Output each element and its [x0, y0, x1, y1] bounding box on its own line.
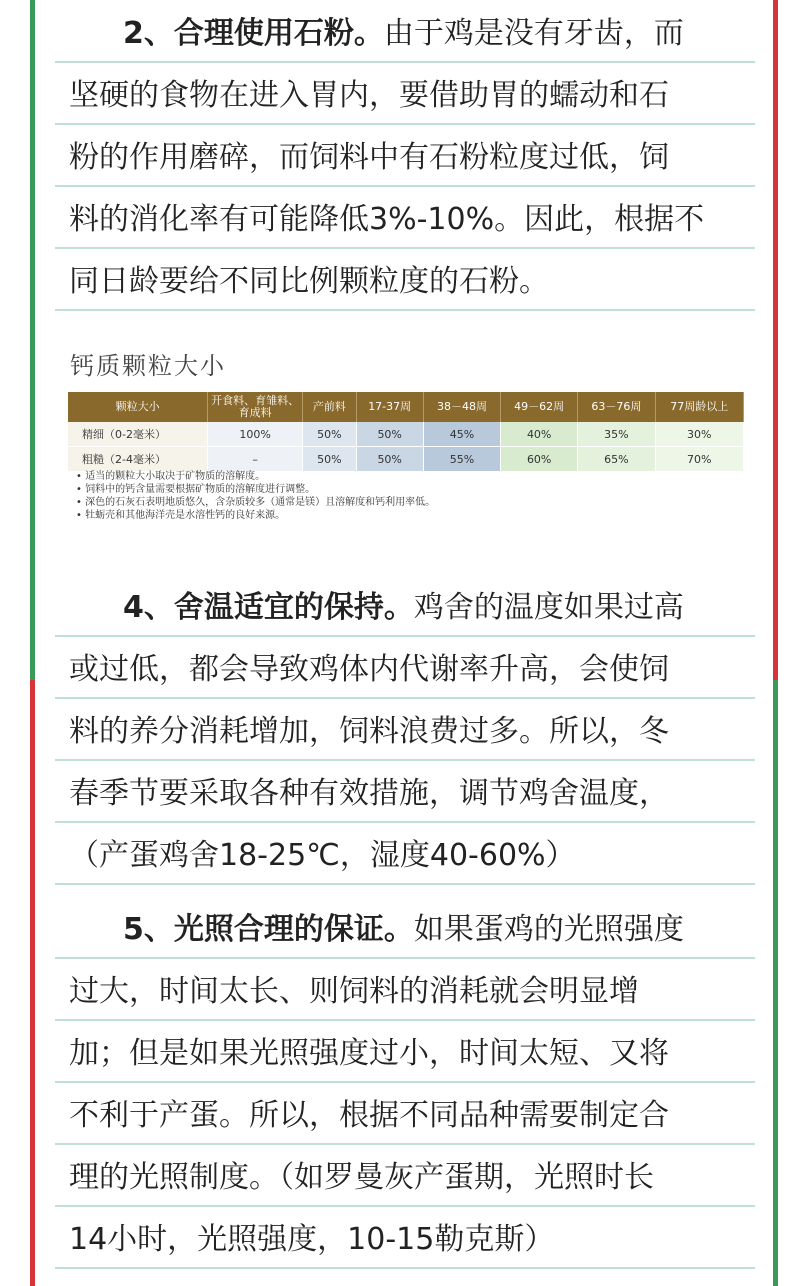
table-cell: 50% — [303, 422, 356, 447]
table-cell: 40% — [501, 422, 578, 447]
paragraph-line: 春季节要采取各种有效措施，调节鸡舍温度， — [55, 763, 755, 825]
table-header-cell: 63－76周 — [578, 392, 655, 422]
paragraph-line — [55, 3, 755, 65]
paragraph-line — [55, 899, 755, 961]
table-cell: 100% — [208, 422, 303, 447]
table-header-cell: 77周龄以上 — [655, 392, 744, 422]
paragraph-line: 14小时，光照强度，10-15勒克斯） — [55, 1209, 755, 1271]
table-header-row — [68, 392, 744, 422]
paragraph-line: 加；但是如果光照强度过小，时间太短、又将 — [55, 1023, 755, 1085]
section-heading: 2、合理使用石粉。 — [123, 16, 384, 51]
paragraph-line: 不利于产蛋。所以，根据不同品种需要制定合 — [55, 1085, 755, 1147]
line-text: 鸡舍的温度如果过高 — [413, 590, 684, 625]
table-header-cell: 38－48周 — [423, 392, 500, 422]
line-text: 由于鸡是没有牙齿，而 — [383, 16, 684, 51]
note-item: • 深色的石灰石表明地质悠久，含杂质较多（通常是镁）且溶解度和钙利用率低。 — [76, 496, 435, 509]
section-2-paragraph — [55, 3, 755, 313]
table-cell: 35% — [578, 422, 655, 447]
note-item: • 饲料中的钙含量需要根据矿物质的溶解度进行调整。 — [76, 483, 435, 496]
section-4-paragraph — [55, 577, 755, 887]
section-heading: 4、舍温适宜的保持。 — [123, 590, 414, 625]
table-cell: 30% — [655, 422, 744, 447]
table-cell: 55% — [423, 447, 500, 472]
paragraph-line: 理的光照制度。（如罗曼灰产蛋期，光照时长 — [55, 1147, 755, 1209]
table-cell: 50% — [356, 447, 423, 472]
right-border — [773, 0, 778, 1286]
calcium-table — [68, 392, 744, 472]
table-cell: – — [208, 447, 303, 472]
section-5-paragraph — [55, 899, 755, 1271]
table-cell: 60% — [501, 447, 578, 472]
table-cell: 70% — [655, 447, 744, 472]
table-header-cell: 17-37周 — [356, 392, 423, 422]
paragraph-line — [55, 577, 755, 639]
line-text: 如果蛋鸡的光照强度 — [413, 912, 684, 947]
paragraph-line: 同日龄要给不同比例颗粒度的石粉。 — [55, 251, 755, 313]
table-header-cell: 颗粒大小 — [68, 392, 208, 422]
table-row — [68, 422, 744, 447]
table-cell: 50% — [303, 447, 356, 472]
table-notes — [76, 470, 435, 522]
note-item: • 牡蛎壳和其他海洋壳是水溶性钙的良好来源。 — [76, 509, 435, 522]
paragraph-line: 料的消化率有可能降低3%-10%。因此，根据不 — [55, 189, 755, 251]
table-header-cell: 开食料、育雏料、育成料 — [208, 392, 303, 422]
paragraph-line: （产蛋鸡舍18-25℃，湿度40-60%） — [55, 825, 755, 887]
figure-title: 钙质颗粒大小 — [70, 352, 226, 380]
paragraph-line: 粉的作用磨碎，而饲料中有石粉粒度过低，饲 — [55, 127, 755, 189]
paragraph-line: 坚硬的食物在进入胃内，要借助胃的蠕动和石 — [55, 65, 755, 127]
table-cell: 65% — [578, 447, 655, 472]
table-row — [68, 447, 744, 472]
table-header-cell: 49－62周 — [501, 392, 578, 422]
table-cell: 45% — [423, 422, 500, 447]
section-heading: 5、光照合理的保证。 — [123, 912, 414, 947]
note-item: • 适当的颗粒大小取决于矿物质的溶解度。 — [76, 470, 435, 483]
left-border — [30, 0, 35, 1286]
calcium-particle-figure — [66, 338, 746, 558]
paragraph-line: 过大，时间太长、则饲料的消耗就会明显增 — [55, 961, 755, 1023]
paragraph-line: 料的养分消耗增加，饲料浪费过多。所以，冬 — [55, 701, 755, 763]
paragraph-line: 或过低，都会导致鸡体内代谢率升高，会使饲 — [55, 639, 755, 701]
table-header-cell: 产前料 — [303, 392, 356, 422]
row-label: 粗糙（2-4毫米） — [68, 447, 208, 472]
table-cell: 50% — [356, 422, 423, 447]
row-label: 精细（0-2毫米） — [68, 422, 208, 447]
